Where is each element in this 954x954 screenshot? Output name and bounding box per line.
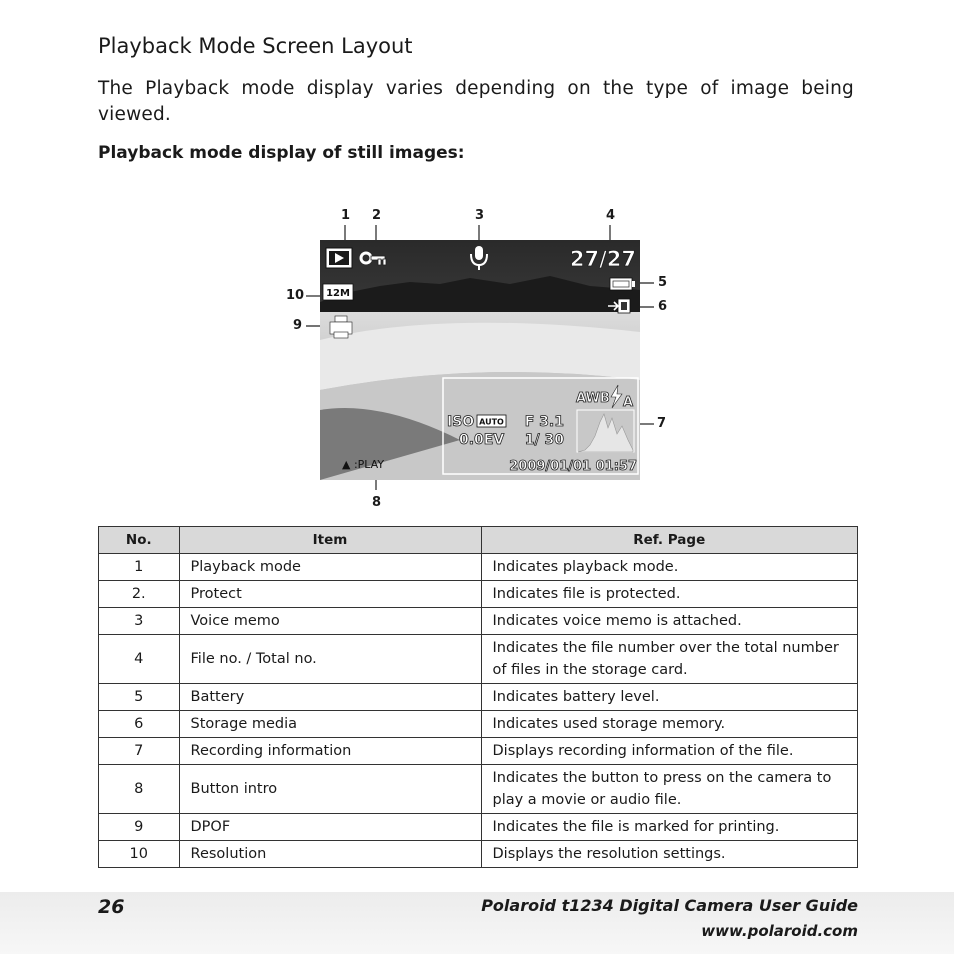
cell-no: 7 — [99, 738, 180, 765]
cell-no: 3 — [99, 608, 180, 635]
cell-no: 10 — [99, 841, 180, 868]
cell-item: Resolution — [179, 841, 481, 868]
page-title: Playback Mode Screen Layout — [98, 34, 413, 58]
date-time: 2009/01/01 01:57 — [509, 459, 637, 474]
playback-icon — [326, 248, 352, 268]
cell-ref: Indicates playback mode. — [481, 554, 858, 581]
iso-label: ISO — [447, 414, 475, 430]
reference-table — [98, 526, 858, 868]
iso-value: AUTO — [479, 417, 504, 427]
button-intro: ▲ :PLAY — [342, 458, 385, 471]
cell-ref: Indicates battery level. — [481, 684, 858, 711]
section-subheading: Playback mode display of still images: — [98, 143, 465, 163]
callout-7: 7 — [657, 416, 667, 431]
callout-5: 5 — [658, 275, 668, 290]
header-no: No. — [99, 527, 180, 554]
cell-item: Battery — [179, 684, 481, 711]
callout-6: 6 — [658, 299, 668, 314]
file-counter: 27/27 — [569, 247, 636, 271]
cell-item: Voice memo — [179, 608, 481, 635]
cell-item: DPOF — [179, 814, 481, 841]
table-header-row — [99, 527, 858, 554]
guide-title: Polaroid t1234 Digital Camera User Guide — [481, 896, 858, 915]
callout-8: 8 — [372, 495, 382, 510]
exposure-value: 0.0EV — [459, 432, 505, 448]
cell-ref: Displays the resolution settings. — [481, 841, 858, 868]
table-row — [99, 841, 858, 868]
table-row — [99, 554, 858, 581]
cell-ref: Indicates file is protected. — [481, 581, 858, 608]
cell-ref: Indicates voice memo is attached. — [481, 608, 858, 635]
camera-lcd-screen — [320, 240, 640, 480]
cell-item: Playback mode — [179, 554, 481, 581]
cell-ref: Displays recording information of the file. — [481, 738, 858, 765]
header-item: Item — [179, 527, 481, 554]
shutter-speed: 1/ 30 — [524, 432, 564, 448]
svg-text:12M: 12M — [326, 288, 350, 299]
cell-item: Protect — [179, 581, 481, 608]
cell-no: 5 — [99, 684, 180, 711]
callout-3: 3 — [475, 208, 485, 223]
cell-ref: Indicates used storage memory. — [481, 711, 858, 738]
cell-item: File no. / Total no. — [179, 635, 481, 684]
table-row — [99, 814, 858, 841]
cell-ref: Indicates the file number over the total number of files in the storage card. — [481, 635, 858, 684]
cell-no: 8 — [99, 765, 180, 814]
cell-no: 6 — [99, 711, 180, 738]
resolution-badge — [323, 284, 353, 300]
svg-text:A: A — [623, 395, 634, 410]
page-number: 26 — [98, 896, 125, 918]
table-row — [99, 635, 858, 684]
table-row — [99, 711, 858, 738]
callout-1: 1 — [341, 208, 351, 223]
cell-ref: Indicates the button to press on the camera to play a movie or audio file. — [481, 765, 858, 814]
cell-no: 4 — [99, 635, 180, 684]
website-link[interactable]: www.polaroid.com — [701, 922, 858, 940]
table-row — [99, 738, 858, 765]
battery-icon — [610, 278, 635, 290]
cell-no: 2. — [99, 581, 180, 608]
header-ref-page: Ref. Page — [481, 527, 858, 554]
intro-paragraph: The Playback mode display varies depending on the type of image being viewed. — [98, 78, 854, 125]
table-row — [99, 684, 858, 711]
aperture: F 3.1 — [524, 414, 564, 430]
cell-item: Button intro — [179, 765, 481, 814]
cell-item: Storage media — [179, 711, 481, 738]
cell-ref: Indicates the file is marked for printing. — [481, 814, 858, 841]
table-row — [99, 608, 858, 635]
callout-10: 10 — [286, 288, 305, 303]
white-balance: AWB — [576, 391, 610, 406]
callout-9: 9 — [293, 318, 303, 333]
callout-2: 2 — [372, 208, 382, 223]
cell-no: 1 — [99, 554, 180, 581]
cell-item: Recording information — [179, 738, 481, 765]
cell-no: 9 — [99, 814, 180, 841]
callout-4: 4 — [606, 208, 616, 223]
table-row — [99, 765, 858, 814]
table-row — [99, 581, 858, 608]
